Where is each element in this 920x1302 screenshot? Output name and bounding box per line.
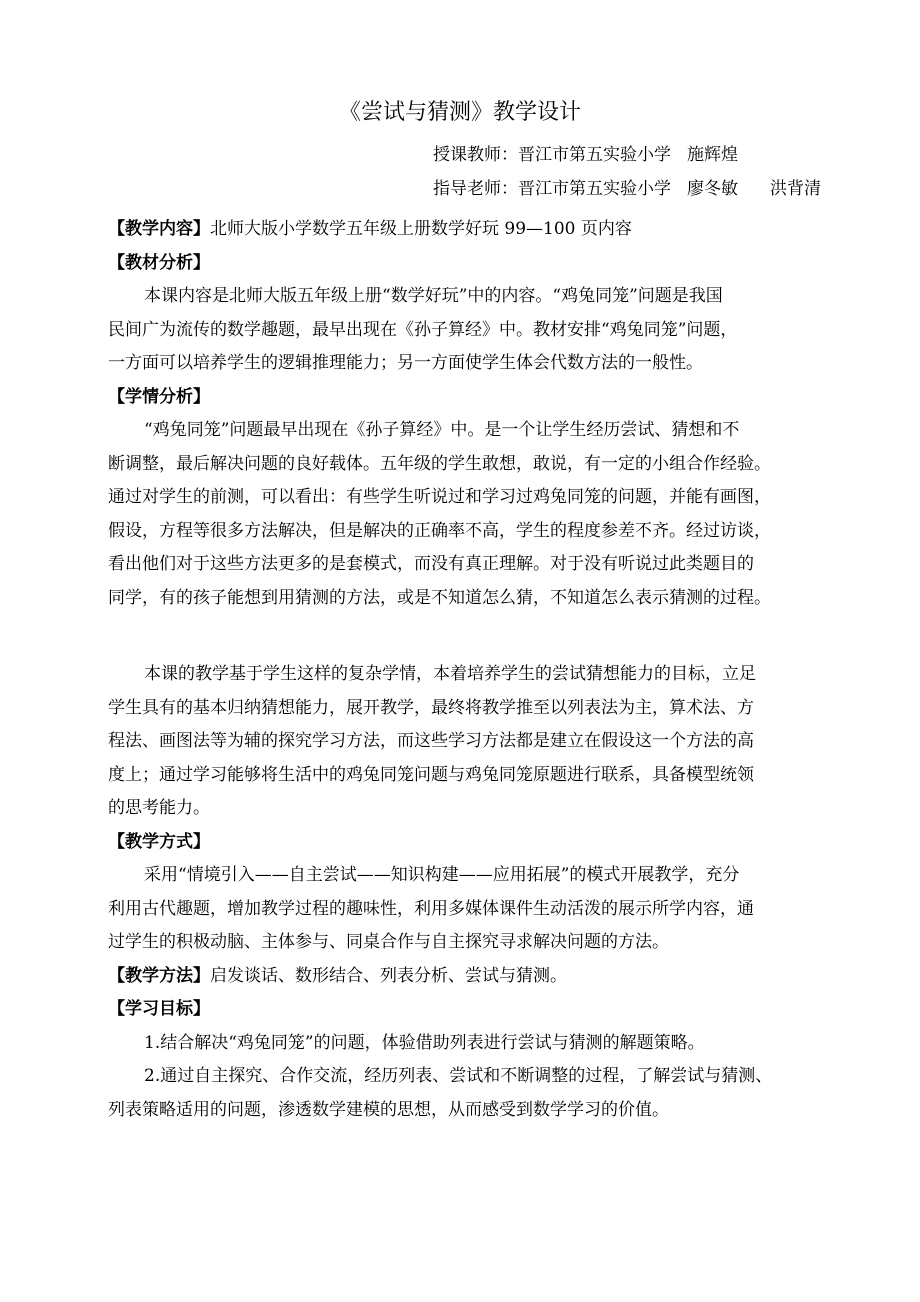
students-line: 学生具有的基本归纳猜想能力，展开教学，最终将教学推至以列表法为主，算术法、方: [108, 697, 754, 718]
goals-heading: 【学习目标】: [108, 999, 210, 1019]
students-line: 的思考能力。: [108, 798, 210, 818]
document-body: [108, 213, 826, 1127]
mode-line: 采用“情境引入——自主尝试——知识构建——应用拓展”的模式开展教学，充分: [144, 865, 740, 885]
students-line: “鸡兔同笼”问题最早出现在《孙子算经》中。是一个让学生经历尝试、猜想和不: [144, 420, 740, 440]
document-title: 《尝试与猜测》教学设计: [338, 100, 581, 125]
mode-heading: 【教学方式】: [108, 831, 210, 852]
advisor-name-1: 廖冬敏: [687, 179, 738, 199]
material-line: 一方面可以培养学生的逻辑推理能力；另一方面使学生体会代数方法的一般性。: [108, 353, 703, 373]
goals-line: 1.结合解决“鸡兔同笼”的问题，体验借助列表进行尝试与猜测的解题策略。: [144, 1032, 705, 1053]
material-line: 本课内容是北师大版五年级上册“数学好玩”中的内容。“鸡兔同笼”问题是我国: [144, 286, 723, 306]
advisor-label: 指导老师：: [433, 179, 518, 199]
students-line: 同学，有的孩子能想到用猜测的方法，或是不知道怎么猜，不知道怎么表示猜测的过程。: [108, 587, 771, 608]
students-line: 断调整，最后解决问题的良好载体。五年级的学生敢想，敢说，有一定的小组合作经验。: [108, 453, 771, 474]
method-heading: 【教学方法】: [108, 965, 210, 986]
mode-line: 过学生的积极动脑、主体参与、同桌合作与自主探究寻求解决问题的方法。: [108, 932, 669, 952]
goals-line: 2.通过自主探究、合作交流，经历列表、尝试和不断调整的过程，了解尝试与猜测、: [144, 1066, 773, 1086]
material-line: 民间广为流传的数学趣题，最早出现在《孙子算经》中。教材安排“鸡兔同笼”问题，: [108, 319, 738, 340]
students-line: 本课的教学基于学生这样的复杂学情，本着培养学生的尝试猜想能力的目标，立足: [144, 664, 756, 684]
teacher-line: [433, 142, 738, 168]
paragraph-gap: [108, 615, 826, 658]
content-section: [108, 213, 826, 247]
students-line: 假设，方程等很多方法解决，但是解决的正确率不高，学生的程度参差不齐。经过访谈，: [108, 520, 771, 541]
students-heading: 【学情分析】: [108, 386, 210, 407]
method-section: [108, 960, 826, 994]
material-heading: 【教材分析】: [108, 252, 210, 273]
goals-line: 列表策略适用的问题，渗透数学建模的思想，从而感受到数学学习的价值。: [108, 1099, 669, 1120]
content-text: 北师大版小学数学五年级上册数学好玩 99—100 页内容: [210, 219, 632, 239]
advisor-school: 晋江市第五实验小学: [518, 179, 671, 199]
content-heading: 【教学内容】: [108, 219, 210, 239]
teacher-school: 晋江市第五实验小学: [518, 145, 671, 165]
method-text: 启发谈话、数形结合、列表分析、尝试与猜测。: [210, 965, 567, 986]
students-line: 度上；通过学习能够将生活中的鸡兔同笼问题与鸡兔同笼原题进行联系，具备模型统领: [108, 764, 754, 785]
students-line: 通过对学生的前测，可以看出：有些学生听说过和学习过鸡兔同笼的问题，并能有画图，: [108, 487, 771, 507]
teacher-label: 授课教师：: [433, 145, 518, 165]
advisor-line: [433, 176, 821, 202]
students-line: 程法、画图法等为辅的探究学习方法，而这些学习方法都是建立在假设这一个方法的高: [108, 731, 754, 751]
students-line: 看出他们对于这些方法更多的是套模式，而没有真正理解。对于没有听说过此类题目的: [108, 554, 754, 574]
mode-line: 利用古代趣题，增加教学过程的趣味性，利用多媒体课件生动活泼的展示所学内容，通: [108, 898, 754, 919]
advisor-name-2: 洪背清: [770, 179, 821, 199]
teacher-name: 施辉煌: [687, 145, 738, 165]
